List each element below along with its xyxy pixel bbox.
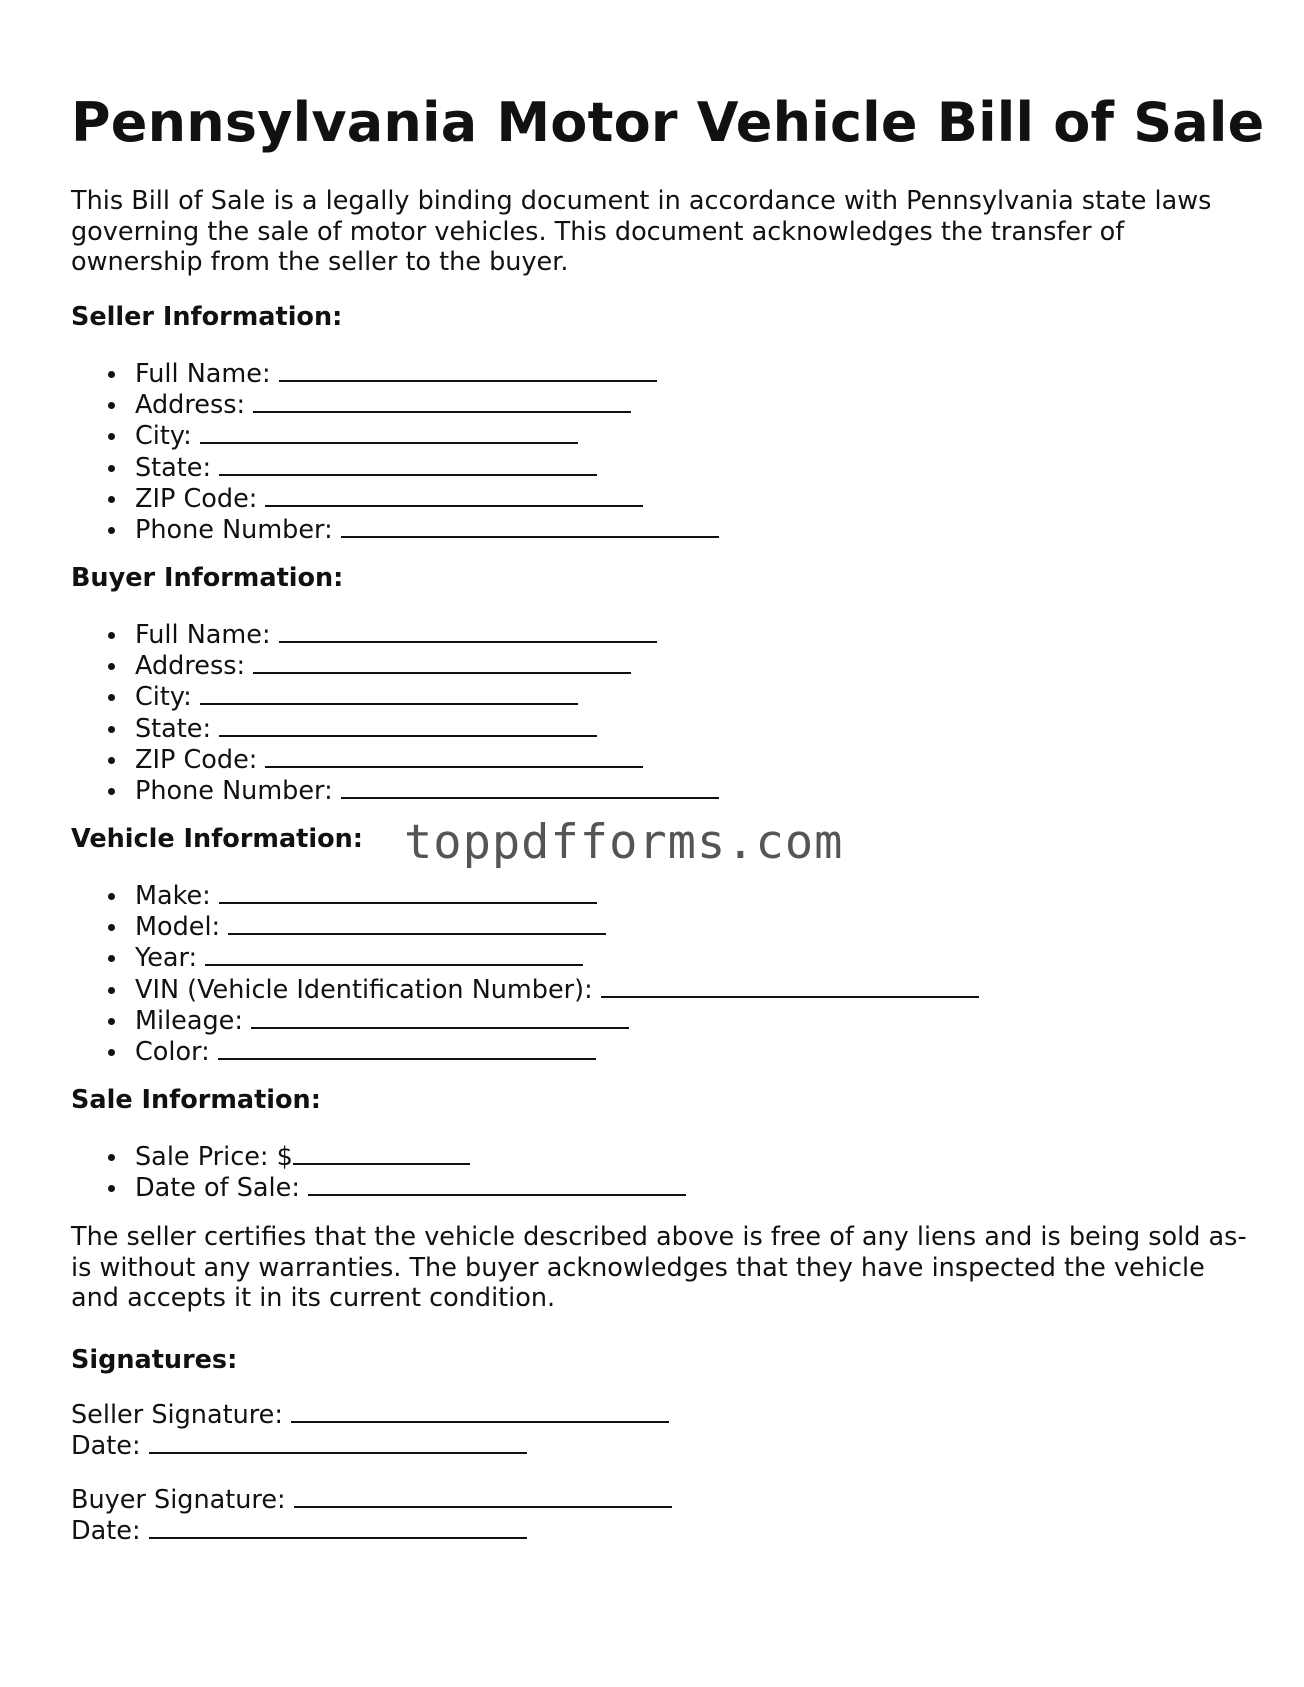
buyer-signature-block [71, 1484, 672, 1546]
buyer-address-blank[interactable] [253, 650, 631, 674]
seller-heading: Seller Information: [71, 302, 343, 332]
seller-city-field[interactable]: City: [135, 420, 719, 451]
signatures-heading: Signatures: [71, 1345, 238, 1375]
vehicle-heading: Vehicle Information: [71, 824, 363, 854]
buyer-signature-blank[interactable] [294, 1484, 672, 1508]
buyer-zip-blank[interactable] [265, 744, 643, 768]
vehicle-vin-field[interactable]: VIN (Vehicle Identification Number): [135, 974, 979, 1005]
vehicle-model-field[interactable]: Model: [135, 911, 979, 942]
vehicle-model-blank[interactable] [228, 911, 606, 935]
sale-date-blank[interactable] [308, 1172, 686, 1196]
buyer-phone-blank[interactable] [341, 775, 719, 799]
seller-field-list [135, 358, 719, 545]
seller-full-name-blank[interactable] [279, 358, 657, 382]
buyer-heading: Buyer Information: [71, 563, 344, 593]
vehicle-year-blank[interactable] [205, 942, 583, 966]
seller-phone-blank[interactable] [341, 514, 719, 538]
buyer-date-blank[interactable] [149, 1515, 527, 1539]
buyer-state-blank[interactable] [219, 713, 597, 737]
buyer-full-name-field[interactable]: Full Name: [135, 619, 719, 650]
certification-paragraph: The seller certifies that the vehicle described above is free of any liens and is being sold as-is without any warranties. The buyer acknowledges that they have inspected the vehicle and accepts it in its current condition. [71, 1222, 1247, 1313]
seller-address-field[interactable]: Address: [135, 389, 719, 420]
vehicle-color-blank[interactable] [218, 1036, 596, 1060]
vehicle-mileage-blank[interactable] [251, 1005, 629, 1029]
buyer-city-field[interactable]: City: [135, 681, 719, 712]
seller-city-blank[interactable] [200, 420, 578, 444]
buyer-address-field[interactable]: Address: [135, 650, 719, 681]
seller-signature-blank[interactable] [291, 1399, 669, 1423]
seller-phone-field[interactable]: Phone Number: [135, 514, 719, 545]
buyer-city-blank[interactable] [200, 681, 578, 705]
seller-zip-field[interactable]: ZIP Code: [135, 483, 719, 514]
buyer-full-name-blank[interactable] [279, 619, 657, 643]
buyer-phone-field[interactable]: Phone Number: [135, 775, 719, 806]
sale-price-blank[interactable] [293, 1141, 470, 1165]
seller-date-blank[interactable] [149, 1430, 527, 1454]
intro-paragraph: This Bill of Sale is a legally binding document in accordance with Pennsylvania state laws governing the sale of motor vehicles. This document acknowledges the transfer of ownership from the seller to the buyer. [71, 186, 1212, 277]
seller-address-blank[interactable] [253, 389, 631, 413]
sale-field-list [135, 1141, 686, 1203]
sale-heading: Sale Information: [71, 1085, 321, 1115]
buyer-field-list [135, 619, 719, 806]
vehicle-color-field[interactable]: Color: [135, 1036, 979, 1067]
sale-date-field[interactable]: Date of Sale: [135, 1172, 686, 1203]
seller-state-blank[interactable] [219, 452, 597, 476]
vehicle-mileage-field[interactable]: Mileage: [135, 1005, 979, 1036]
buyer-date-field[interactable]: Date: [71, 1515, 672, 1546]
vehicle-vin-blank[interactable] [601, 974, 979, 998]
seller-date-field[interactable]: Date: [71, 1430, 669, 1461]
vehicle-make-blank[interactable] [219, 880, 597, 904]
buyer-state-field[interactable]: State: [135, 713, 719, 744]
document-title: Pennsylvania Motor Vehicle Bill of Sale [71, 91, 1265, 154]
seller-full-name-field[interactable]: Full Name: [135, 358, 719, 389]
buyer-signature-field[interactable]: Buyer Signature: [71, 1484, 672, 1515]
vehicle-field-list [135, 880, 979, 1067]
seller-state-field[interactable]: State: [135, 452, 719, 483]
vehicle-make-field[interactable]: Make: [135, 880, 979, 911]
watermark-text: toppdfforms.com [404, 815, 844, 870]
vehicle-year-field[interactable]: Year: [135, 942, 979, 973]
seller-signature-field[interactable]: Seller Signature: [71, 1399, 669, 1430]
sale-price-field[interactable]: Sale Price: $ [135, 1141, 686, 1172]
buyer-zip-field[interactable]: ZIP Code: [135, 744, 719, 775]
seller-zip-blank[interactable] [265, 483, 643, 507]
seller-signature-block [71, 1399, 669, 1461]
